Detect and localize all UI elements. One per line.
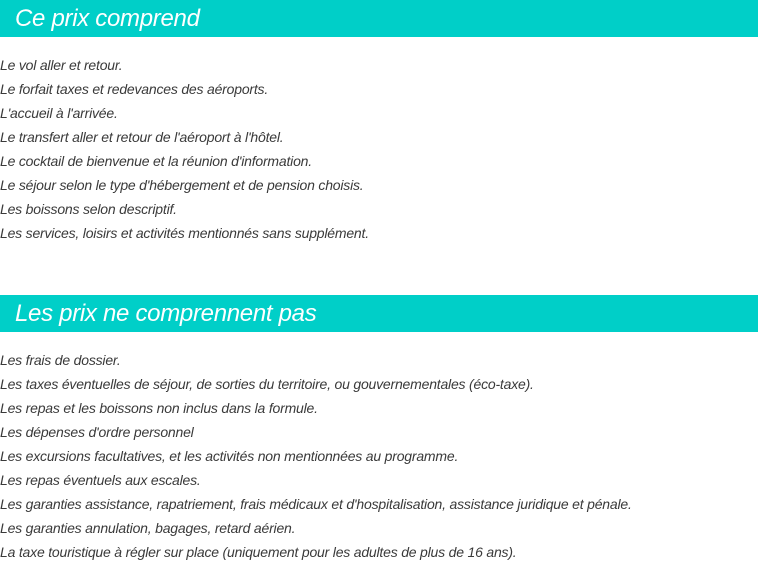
list-item: Les repas éventuels aux escales.	[0, 472, 201, 488]
list-item: Les taxes éventuelles de séjour, de sorties du territoire, ou gouvernementales (éco-taxe).	[0, 376, 534, 392]
list-item: Les services, loisirs et activités mentionnés sans supplément.	[0, 225, 369, 241]
list-item: La taxe touristique à régler sur place (uniquement pour les adultes de plus de 16 ans).	[0, 544, 517, 560]
list-item: Les excursions facultatives, et les activités non mentionnées au programme.	[0, 448, 459, 464]
list-item: Les garanties annulation, bagages, retard aérien.	[0, 520, 296, 536]
list-item: Le séjour selon le type d'hébergement et de pension choisis.	[0, 177, 364, 193]
included-section-title: Ce prix comprend	[15, 5, 200, 32]
list-item: Le transfert aller et retour de l'aéroport à l'hôtel.	[0, 129, 284, 145]
excluded-section-header	[0, 295, 758, 332]
list-item: L'accueil à l'arrivée.	[0, 105, 118, 121]
included-items-list	[0, 53, 369, 245]
excluded-section-title: Les prix ne comprennent pas	[15, 300, 317, 327]
list-item: Les garanties assistance, rapatriement, frais médicaux et d'hospitalisation, assistance juridique et pénale.	[0, 496, 632, 512]
list-item: Les frais de dossier.	[0, 352, 121, 368]
excluded-items-list	[0, 348, 632, 564]
included-section-header	[0, 0, 758, 37]
list-item: Le cocktail de bienvenue et la réunion d'information.	[0, 153, 312, 169]
list-item: Les boissons selon descriptif.	[0, 201, 177, 217]
list-item: Le vol aller et retour.	[0, 57, 123, 73]
list-item: Les dépenses d'ordre personnel	[0, 424, 194, 440]
list-item: Les repas et les boissons non inclus dans la formule.	[0, 400, 318, 416]
list-item: Le forfait taxes et redevances des aéroports.	[0, 81, 269, 97]
